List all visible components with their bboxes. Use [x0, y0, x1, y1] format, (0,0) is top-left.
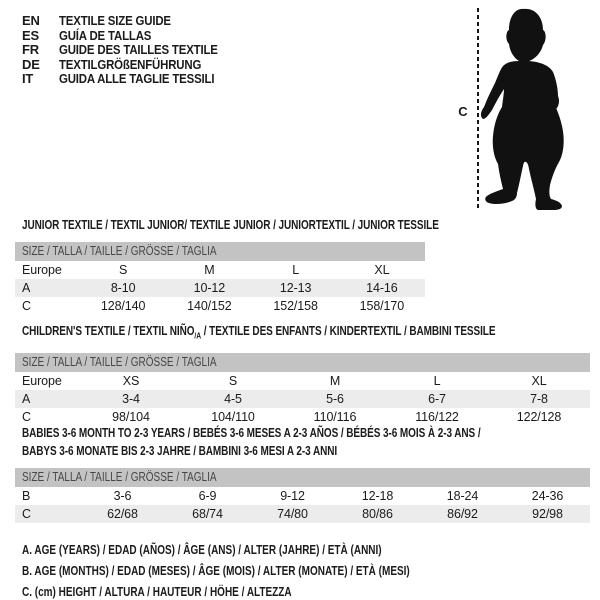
language-title: GUÍA DE TALLAS	[59, 27, 152, 43]
height-cell: 122/128	[516, 409, 562, 424]
size-header-bar	[15, 353, 590, 372]
title-pre: CHILDREN'S TEXTILE / TEXTIL NIÑO	[22, 324, 195, 338]
table-row-height	[15, 297, 425, 315]
age-cell: 14-16	[366, 281, 398, 295]
language-code: FR	[22, 42, 39, 58]
junior-textile-section	[15, 216, 439, 315]
size-cell: XL	[374, 263, 390, 277]
note-text: C. (cm) HEIGHT / ALTURA / HAUTEUR / HÖHE / ALTEZZA	[22, 585, 292, 599]
babies-textile-section	[15, 424, 590, 523]
toddler-silhouette-icon	[478, 0, 598, 215]
title-post: / TEXTILE DES ENFANTS / KINDERTEXTIL / BAMBINI TESSILE	[201, 324, 496, 338]
table-row-age	[15, 390, 590, 408]
size-header-text: SIZE / TALLA / TAILLE / GRÖSSE / TAGLIA	[22, 354, 217, 369]
language-title: GUIDA ALLE TAGLIE TESSILI	[59, 71, 215, 87]
language-row-it	[22, 72, 239, 87]
section-title	[15, 322, 590, 345]
height-cell: 92/98	[532, 507, 563, 521]
language-title: TEXTILE SIZE GUIDE	[59, 13, 171, 28]
language-code: ES	[22, 27, 39, 43]
size-cell: L	[292, 263, 300, 277]
size-cell: S	[228, 373, 238, 388]
age-cell: 4-5	[224, 391, 242, 406]
note-b	[22, 561, 507, 582]
table-row-age-months	[15, 487, 590, 505]
section-title	[15, 424, 590, 460]
height-cell: 140/152	[187, 299, 232, 313]
size-cell: M	[329, 373, 341, 388]
age-cell: 9-12	[280, 489, 305, 503]
height-cell: 74/80	[277, 507, 308, 521]
size-header-text: SIZE / TALLA / TAILLE / GRÖSSE / TAGLIA	[22, 244, 217, 258]
height-cell: 68/74	[192, 507, 223, 521]
language-row-fr	[22, 43, 239, 58]
age-cell: 18-24	[446, 489, 479, 503]
height-cell: 116/122	[415, 409, 459, 424]
section-title-text: BABIES 3-6 MONTH TO 2-3 YEARS / BEBÉS 3-6 MESES A 2-3 AÑOS / BÉBÉS 3-6 MOIS À 2-3 ANS /	[22, 426, 481, 440]
row-label: Europe	[22, 373, 62, 388]
age-cell: 5-6	[326, 391, 344, 406]
age-cell: 7-8	[530, 391, 548, 406]
height-cell: 128/140	[100, 299, 146, 313]
language-row-en	[22, 14, 239, 29]
section-title-line2	[22, 442, 590, 460]
section-title	[15, 216, 439, 234]
height-cell: 62/68	[107, 507, 138, 521]
row-label: A	[22, 281, 31, 295]
section-title-text: BABYS 3-6 MONATE BIS 2-3 JAHRE / BAMBINI 3-6 MESI A 2-3 ANNI	[22, 444, 338, 458]
section-title-line1	[22, 424, 590, 442]
table-row-height	[15, 505, 590, 523]
size-cell: S	[119, 263, 128, 277]
table-row-europe	[15, 261, 425, 279]
height-cell: 98/104	[112, 409, 150, 424]
height-cell: 158/170	[359, 299, 405, 313]
age-cell: 3-4	[122, 391, 140, 406]
size-header-bar	[15, 468, 590, 487]
childrens-textile-section	[15, 322, 590, 426]
language-row-es	[22, 29, 239, 44]
size-cell: XS	[122, 373, 140, 388]
age-cell: 12-13	[279, 281, 312, 295]
height-cell: 80/86	[362, 507, 393, 521]
title-subscript: /A	[194, 330, 202, 341]
height-cell: 86/92	[447, 507, 478, 521]
height-cell: 152/158	[273, 299, 318, 313]
height-cell: 110/116	[313, 409, 357, 424]
note-text: A. AGE (YEARS) / EDAD (AÑOS) / ÂGE (ANS) / ALTER (JAHRE) / ETÀ (ANNI)	[22, 543, 382, 557]
note-a	[22, 540, 507, 561]
note-c	[22, 582, 507, 600]
language-list	[22, 14, 239, 87]
age-cell: 6-7	[428, 391, 446, 406]
language-code: IT	[22, 71, 34, 87]
age-cell: 6-9	[198, 489, 217, 503]
language-code: DE	[22, 56, 40, 72]
age-cell: 8-10	[110, 281, 136, 295]
height-measure-label: C	[458, 104, 468, 119]
row-label: C	[22, 507, 31, 521]
section-title-text	[22, 322, 495, 345]
size-cell: M	[204, 263, 215, 277]
size-header-bar	[15, 242, 425, 261]
row-label: C	[22, 299, 31, 313]
language-title: GUIDE DES TAILLES TEXTILE	[59, 42, 218, 58]
size-cell: L	[433, 373, 441, 388]
note-text: B. AGE (MONTHS) / EDAD (MESES) / ÂGE (MOIS) / ALTER (MONATE) / ETÀ (MESI)	[22, 564, 410, 578]
table-row-height	[15, 408, 590, 426]
table-row-europe	[15, 372, 590, 390]
row-label: C	[22, 409, 31, 424]
row-label: Europe	[22, 263, 62, 277]
table-row-age	[15, 279, 425, 297]
language-title: TEXTILGRÖßENFÜHRUNG	[59, 56, 202, 72]
section-title-text: JUNIOR TEXTILE / TEXTIL JUNIOR/ TEXTILE JUNIOR / JUNIORTEXTIL / JUNIOR TESSILE	[22, 218, 439, 232]
age-cell: 3-6	[113, 489, 132, 503]
language-row-de	[22, 58, 239, 73]
size-header-text: SIZE / TALLA / TAILLE / GRÖSSE / TAGLIA	[22, 470, 217, 484]
age-cell: 10-12	[193, 281, 226, 295]
row-label: B	[22, 489, 31, 503]
language-code: EN	[22, 13, 40, 28]
legend-notes	[22, 540, 507, 600]
height-cell: 104/110	[211, 409, 255, 424]
age-cell: 12-18	[361, 489, 394, 503]
age-cell: 24-36	[531, 489, 564, 503]
size-cell: XL	[531, 373, 547, 388]
row-label: A	[22, 391, 31, 406]
